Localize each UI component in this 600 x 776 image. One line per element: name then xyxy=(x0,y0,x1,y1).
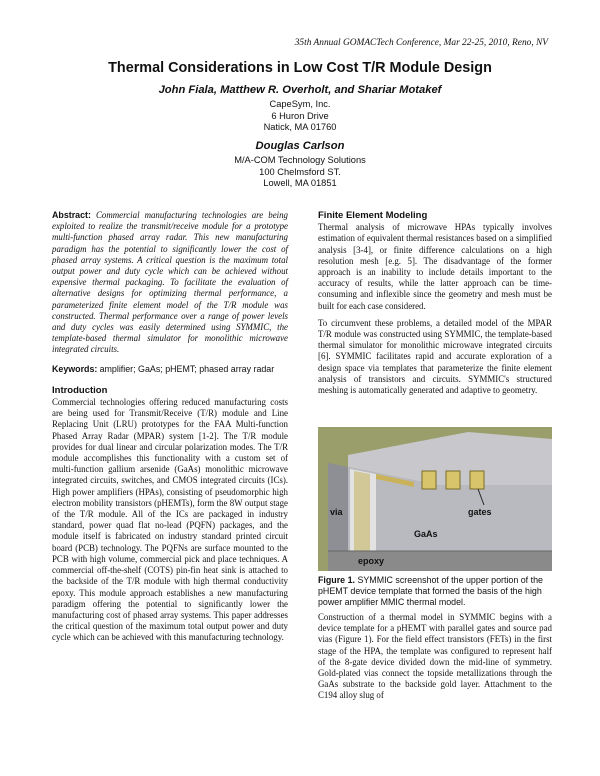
figure-1 xyxy=(318,427,552,571)
gate-3 xyxy=(470,471,484,489)
affiliation-primary xyxy=(0,99,600,134)
introduction-text: Commercial technologies offering reduced manufacturing costs are being used for Transmit/Receive (T/R) module and Line Replacing Unit (LRU) prototypes for the FAA Multi-function Phased Array Radar (MPAR) system [1-2]. The T/R module provides for dual linear and circular polarization modes. The T/R module accomplishes this functionality with a custom set of multi-function gallium arsenide (GaAs) monolithic microwave integrated circuits, switches, and CMOS integrated circuits (ICs). High power amplifiers (HPAs), consisting of pseudomorphic high electron mobility transistors (pHEMTs), form the 8W output stage of the T/R module. All of the ICs are packaged in industry standard, power quad flat no-lead (PQFN) packages, and the module itself is fabricated on industry standard printed circuit board (PCB) technology. The PQFNs are surface mounted to the PCB with high volume, commercial pick and place techniques. A commercial off-the-shelf (COTS) pin-fin heat sink is attached to the backside of the T/R module with high thermal conductivity epoxy. This module approach establishes a new manufacturing paradigm offering the potential to significantly lower the manufacturing cost of phased array systems. This paper addresses the critical question of the maximum total output power and duty cycle which can be achieved with this manufacturing technology. xyxy=(52,397,288,643)
right-column xyxy=(318,210,552,402)
keywords-label: Keywords: xyxy=(52,363,98,374)
caption-label: Figure 1. xyxy=(318,575,355,585)
figure-1-caption xyxy=(318,575,552,608)
affiliation-line: Natick, MA 01760 xyxy=(263,122,337,132)
gates-label: gates xyxy=(468,507,492,517)
introduction-heading: Introduction xyxy=(52,384,108,396)
affiliation-line: M/A-COM Technology Solutions xyxy=(234,155,366,165)
conference-header: 35th Annual GOMACTech Conference, Mar 22-25, 2010, Reno, NV xyxy=(294,38,548,48)
epoxy-label: epoxy xyxy=(358,556,385,566)
abstract xyxy=(52,210,288,356)
construction-paragraph: Construction of a thermal model in SYMMIC begins with a device template for a pHEMT with parallel gates and source pad vias (Figure 1). For the field effect transistors (FETs) in the first stage of the HPA, the template was configured to represent half of the 8-gate device divided down the mid-line of symmetry. Gold-plated vias connect the topside metallizations through the GaAs substrate to the backside gold layer. Attachment to the C194 alloy slug of xyxy=(318,612,552,701)
via-label: via xyxy=(330,507,343,517)
affiliation-line: 6 Huron Drive xyxy=(271,110,329,121)
abstract-text: Commercial manufacturing technologies are being exploited to realize the transmit/receive module for a prototype multi-function phased array radar. This new manufacturing paradigm has the potential to significantly lower the cost of phased array systems. A critical question is the maximum total output power and duty cycle which can be achieved without expensive thermal packaging. To facilitate the evaluation of alternative designs for optimizing thermal performance, a parameterized finite element model of the T/R module was constructed. Thermal performance over a range of power levels and duty cycles was easily determined using SYMMIC, the template-based thermal simulator for monolithic microwave integrated circuits. xyxy=(52,210,288,355)
gate-2 xyxy=(446,471,460,489)
fem-paragraph-1: Thermal analysis of microwave HPAs typically involves estimation of equivalent thermal resistances based on a simplified analysis [3-4], or finite difference calculations on a high resolution mesh [e.g. 5]. The disadvantage of the former approach is an inability to include details important to the accuracy of results, while the latter approach can be time-consuming and inflexible since the geometry and mesh must be built for each case considered. xyxy=(318,222,552,311)
authors-secondary: Douglas Carlson xyxy=(255,140,345,152)
device-render xyxy=(318,427,552,571)
authors-primary: John Fiala, Matthew R. Overholt, and Shariar Motakef xyxy=(158,84,442,96)
affiliation-secondary xyxy=(0,155,600,190)
paper-title: Thermal Considerations in Low Cost T/R Module Design xyxy=(108,60,492,76)
gate-1 xyxy=(422,471,436,489)
keywords-text: amplifier; GaAs; pHEMT; phased array radar xyxy=(99,363,275,374)
gaas-label: GaAs xyxy=(414,529,438,539)
fem-paragraph-2: To circumvent these problems, a detailed model of the MPAR T/R module was constructed using SYMMIC, the template-based thermal simulator for monolithic microwave integrated circuits [6]. SYMMIC facilitates rapid and accurate exploration of a design space via templates that parameterize the finite element analysis of transistors and circuits. SYMMIC's structured meshing is automatically generated and adaptive to geometry. xyxy=(318,317,552,396)
affiliation-line: 100 Chelmsford ST. xyxy=(259,166,341,177)
affiliation-line: CapeSym, Inc. xyxy=(269,99,331,109)
keywords xyxy=(52,364,288,375)
left-column xyxy=(52,210,288,650)
abstract-label: Abstract: xyxy=(52,210,91,220)
caption-text: SYMMIC screenshot of the upper portion of the pHEMT device template that formed the basis of the high power amplifier MMIC thermal model. xyxy=(318,575,543,607)
fem-heading: Finite Element Modeling xyxy=(318,210,428,221)
affiliation-line: Lowell, MA 01851 xyxy=(263,178,337,188)
